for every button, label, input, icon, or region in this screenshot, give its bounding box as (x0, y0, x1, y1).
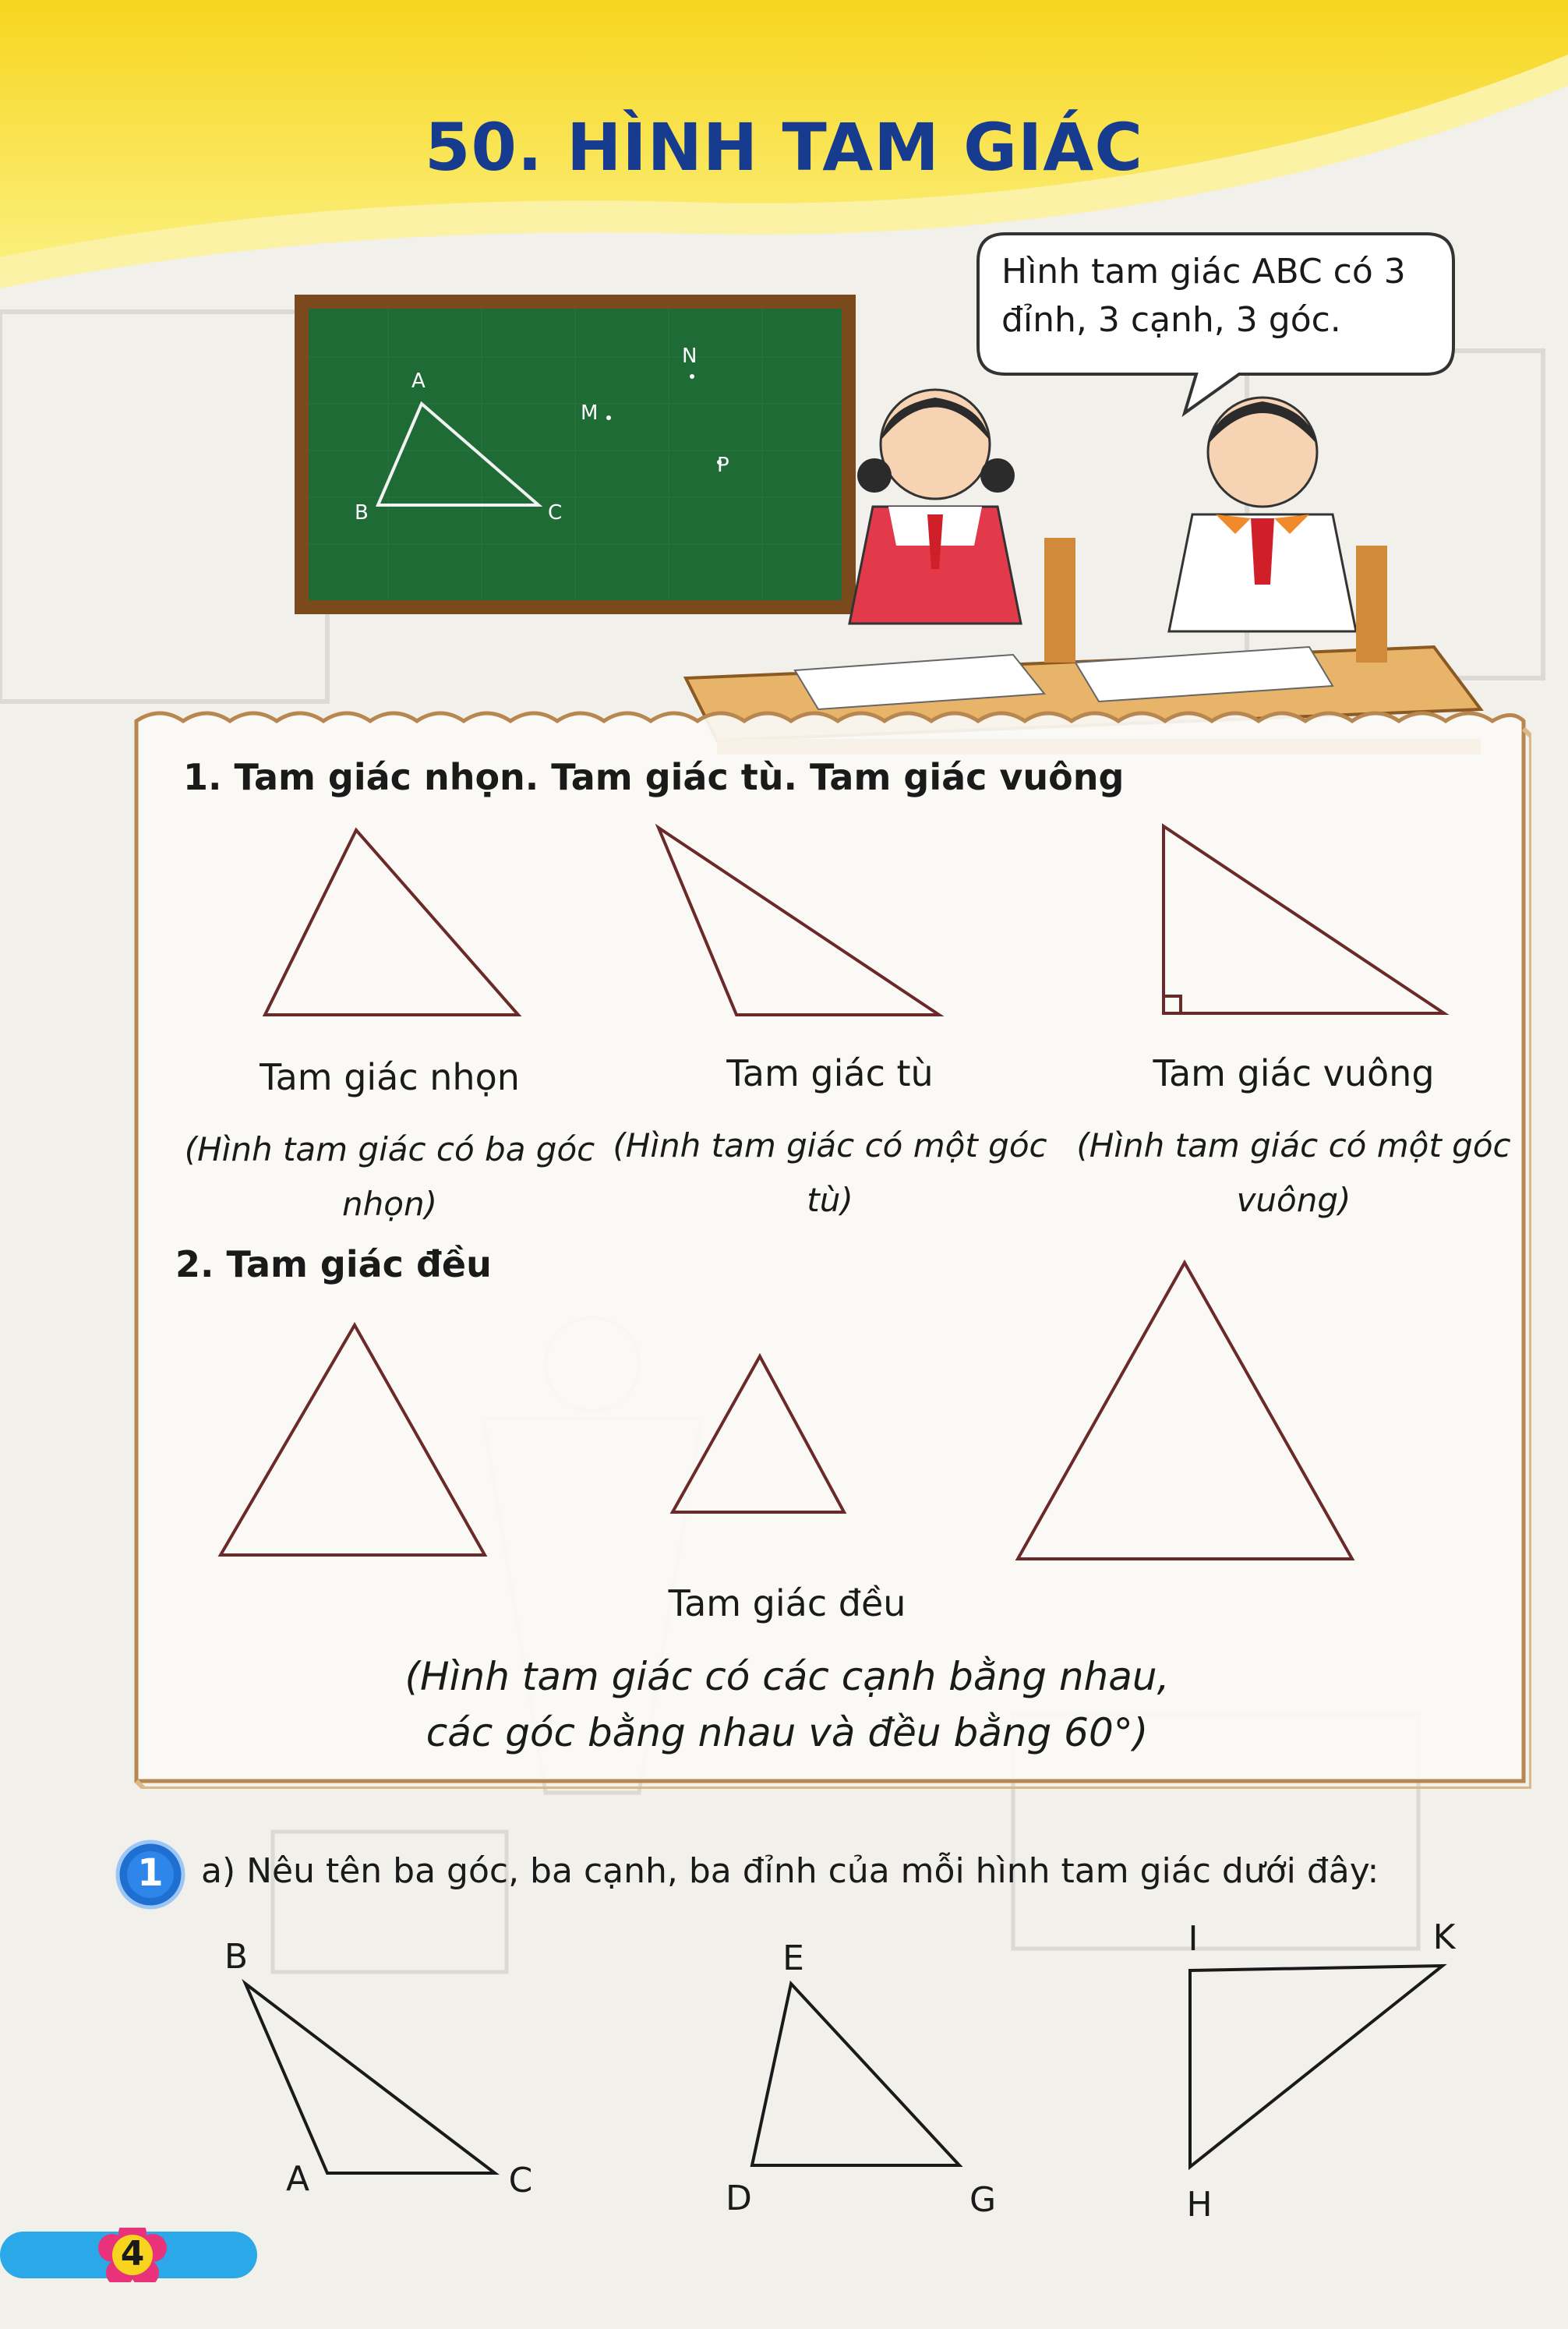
acute-triangle-label: Tam giác nhọn (260, 1056, 520, 1098)
triangle-IKH (1190, 1966, 1443, 2167)
equilateral-note-line-2: các góc bằng nhau và đều bằng 60°) (426, 1710, 1149, 1755)
equilateral-triangle-1 (221, 1325, 485, 1555)
vertex-label-A: A (285, 2159, 310, 2199)
vertex-label-I: I (1188, 1919, 1199, 1959)
board-point-B: B (355, 501, 369, 525)
right-triangle-note: (Hình tam giác có một góc vuông) (1076, 1126, 1511, 1219)
board-point-N: N (682, 345, 697, 368)
vertex-label-G: G (969, 2180, 997, 2220)
acute-triangle (265, 830, 518, 1015)
exercise-number: 1 (137, 1851, 164, 1895)
equilateral-triangle-label: Tam giác đều (668, 1582, 906, 1624)
vertex-label-K: K (1432, 1917, 1456, 1957)
obtuse-triangle-note: (Hình tam giác có một góc tù) (613, 1126, 1047, 1219)
right-triangle-label: Tam giác vuông (1153, 1052, 1435, 1094)
vertex-label-D: D (726, 2179, 752, 2218)
exercise-1-instruction: a) Nêu tên ba góc, ba cạnh, ba đỉnh của mỗi hình tam giác dưới đây: (201, 1851, 1379, 1891)
page-number: 4 (120, 2234, 145, 2274)
vertex-label-E: E (782, 1938, 804, 1978)
acute-triangle-note: (Hình tam giác có ba góc nhọn) (184, 1130, 595, 1223)
vertex-label-H: H (1186, 2185, 1213, 2225)
equilateral-triangle-2 (673, 1356, 844, 1512)
board-point-C: C (548, 501, 563, 525)
section-1-heading: 1. Tam giác nhọn. Tam giác tù. Tam giác vuông (183, 756, 1125, 798)
vertex-label-B: B (224, 1937, 249, 1977)
equilateral-note-line-1: (Hình tam giác có các cạnh bằng nhau, (404, 1654, 1170, 1699)
right-triangle (1164, 826, 1444, 1013)
board-point-A: A (411, 369, 426, 393)
triangle-EDG (752, 1984, 959, 2165)
triangle-ABC (245, 1984, 495, 2173)
obtuse-triangle (659, 828, 939, 1015)
right-angle-mark (1164, 996, 1181, 1013)
board-point-P: P (717, 454, 729, 477)
section-2-heading: 2. Tam giác đều (175, 1243, 492, 1285)
lesson-title: 50. HÌNH TAM GIÁC (425, 109, 1143, 186)
obtuse-triangle-label: Tam giác tù (726, 1052, 934, 1094)
equilateral-triangle-3 (1018, 1263, 1352, 1559)
speech-bubble-text: Hình tam giác ABC có 3 đỉnh, 3 cạnh, 3 góc. (1001, 252, 1406, 340)
vertex-label-C: C (508, 2161, 533, 2200)
board-point-M: M (581, 401, 599, 425)
